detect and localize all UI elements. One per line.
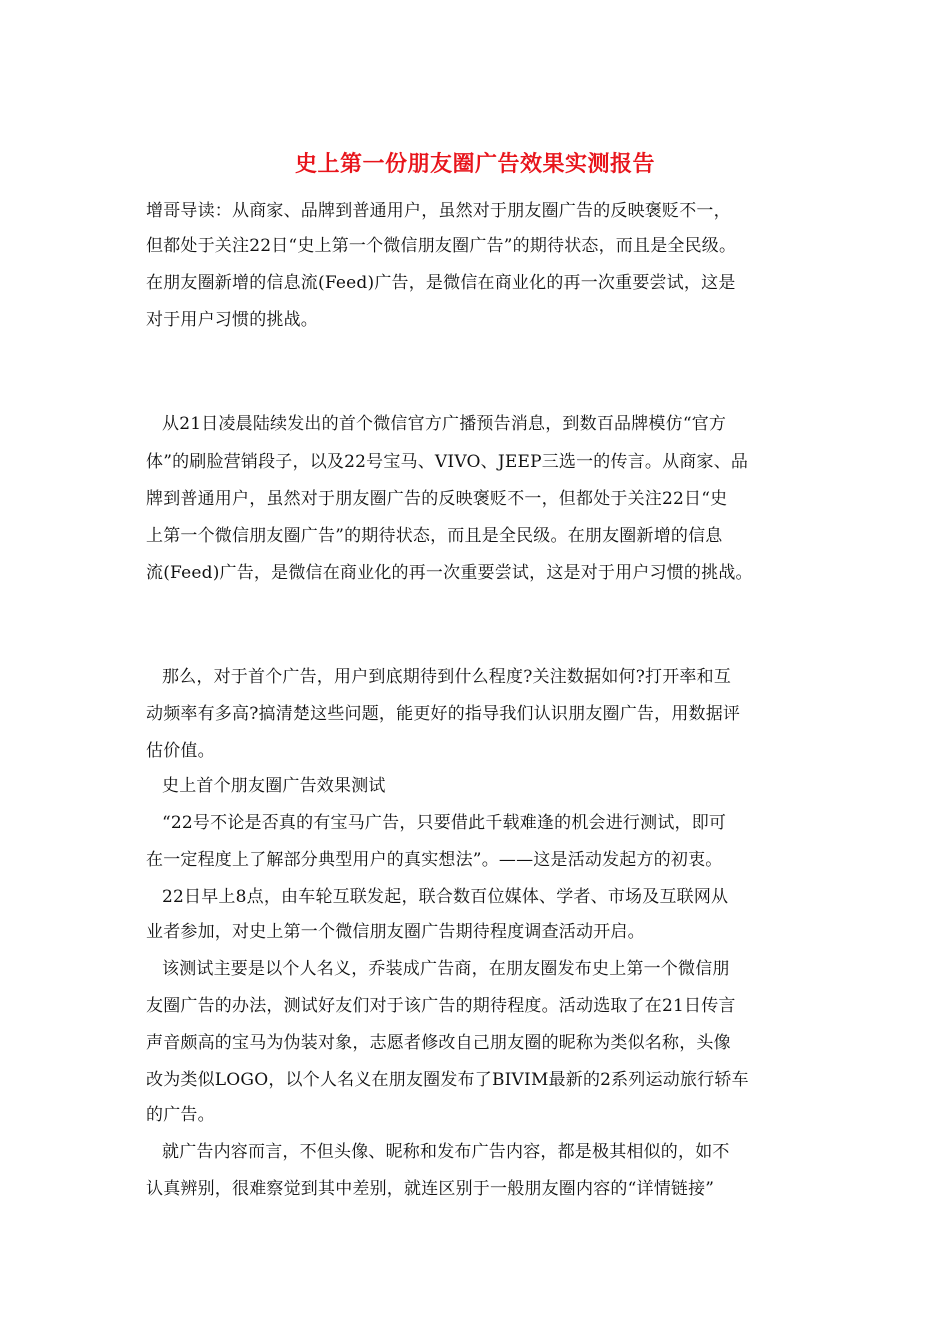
paragraph-line: 声音颇高的宝马为伪装对象，志愿者修改自己朋友圈的昵称为类似名称，头像 <box>146 1033 731 1053</box>
intro-line: 对于用户习惯的挑战。 <box>146 310 318 330</box>
paragraph-line: 从21日凌晨陆续发出的首个微信官方广播预告消息，到数百品牌模仿“官方 <box>162 414 727 434</box>
intro-line: 增哥导读：从商家、品牌到普通用户，虽然对于朋友圈广告的反映褒贬不一， <box>146 201 731 221</box>
section-subheading: 史上首个朋友圈广告效果测试 <box>162 776 386 796</box>
paragraph-line: 业者参加，对史上第一个微信朋友圈广告期待程度调查活动开启。 <box>146 922 645 942</box>
paragraph-line: 体”的刷脸营销段子，以及22号宝马、VIVO、JEEP三选一的传言。从商家、品 <box>146 452 749 472</box>
paragraph-line: 就广告内容而言，不但头像、昵称和发布广告内容，都是极其相似的，如不 <box>162 1142 730 1162</box>
paragraph-line: 该测试主要是以个人名义，乔装成广告商，在朋友圈发布史上第一个微信朋 <box>162 959 730 979</box>
paragraph-line: 改为类似LOGO，以个人名义在朋友圈发布了BIVIM最新的2系列运动旅行轿车 <box>146 1070 749 1090</box>
paragraph-line: “22号不论是否真的有宝马广告，只要借此千载难逢的机会进行测试，即可 <box>162 813 727 833</box>
paragraph-line: 22日早上8点，由车轮互联发起，联合数百位媒体、学者、市场及互联网从 <box>162 887 729 907</box>
paragraph-line: 上第一个微信朋友圈广告”的期待状态，而且是全民级。在朋友圈新增的信息 <box>146 526 723 546</box>
paragraph-line: 估价值。 <box>146 741 215 761</box>
paragraph-line: 在一定程度上了解部分典型用户的真实想法”。——这是活动发起方的初衷。 <box>146 850 723 870</box>
document-title: 史上第一份朋友圈广告效果实测报告 <box>294 151 655 177</box>
paragraph-line: 认真辨别，很难察觉到其中差别，就连区别于一般朋友圈内容的“详情链接” <box>146 1179 715 1199</box>
paragraph-line: 那么，对于首个广告，用户到底期待到什么程度?关注数据如何?打开率和互 <box>162 667 732 687</box>
paragraph-line: 流(Feed)广告，是微信在商业化的再一次重要尝试，这是对于用户习惯的挑战。 <box>146 563 753 583</box>
paragraph-line: 牌到普通用户，虽然对于朋友圈广告的反映褒贬不一，但都处于关注22日“史 <box>146 489 728 509</box>
paragraph-line: 动频率有多高?搞清楚这些问题，能更好的指导我们认识朋友圈广告，用数据评 <box>146 704 741 724</box>
paragraph-line: 的广告。 <box>146 1105 215 1125</box>
intro-line: 但都处于关注22日“史上第一个微信朋友圈广告”的期待状态，而且是全民级。 <box>146 236 737 256</box>
intro-line: 在朋友圈新增的信息流(Feed)广告，是微信在商业化的再一次重要尝试，这是 <box>146 273 736 293</box>
paragraph-line: 友圈广告的办法，测试好友们对于该广告的期待程度。活动选取了在21日传言 <box>146 996 736 1016</box>
